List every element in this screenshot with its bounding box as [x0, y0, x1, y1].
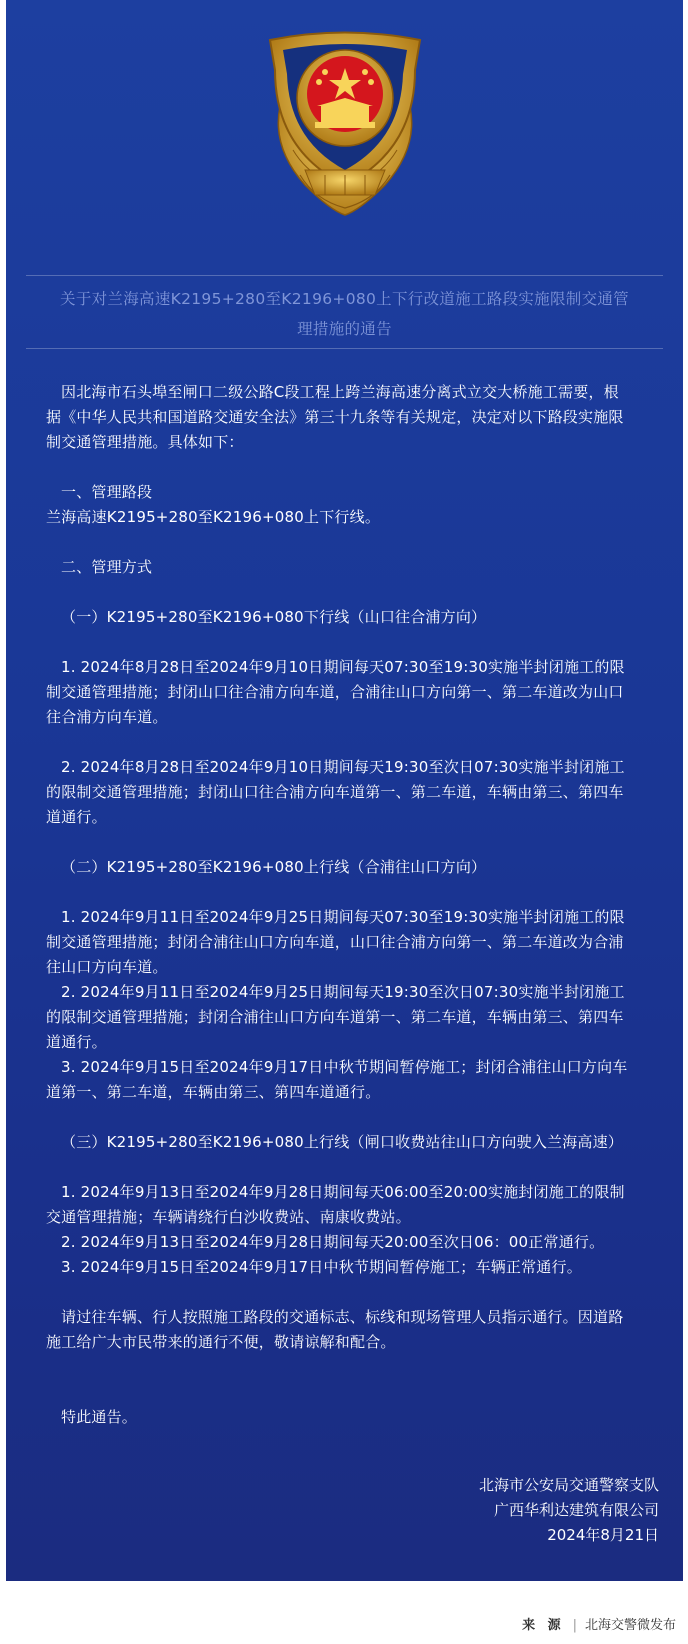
source-credit [522, 1614, 676, 1633]
source-name: 北海交警微发布 [584, 1618, 676, 1633]
sub-3-item-1: 1. 2024年9月13日至2024年9月28日期间每天06:00至20:00实施封闭施工的限制 交通管理措施；车辆请绕行白沙收费站、南康收费站。 [46, 1183, 625, 1226]
source-label: 来 源 [522, 1618, 565, 1633]
signature-date: 2024年8月21日 [547, 1526, 659, 1544]
sub-2-heading: （二）K2195+280至K2196+080上行线（合浦往山口方向） [61, 858, 487, 876]
signature-org-1: 北海市公安局交通警察支队 [478, 1476, 659, 1494]
section-1-heading: 一、管理路段 [61, 483, 153, 501]
title-line-2: 理措施的通告 [297, 320, 392, 338]
sub-1-heading: （一）K2195+280至K2196+080下行线（山口往合浦方向） [61, 608, 487, 626]
notice-panel [6, 0, 683, 1581]
source-separator: | [572, 1618, 577, 1633]
notice-ending: 特此通告。 [61, 1408, 138, 1426]
notice-title [26, 275, 663, 349]
section-1-text: 兰海高速K2195+280至K2196+080上下行线。 [46, 508, 381, 526]
police-emblem-icon [245, 10, 445, 240]
sub-2-item-2: 2. 2024年9月11日至2024年9月25日期间每天19:30至次日07:30实施半封闭施工 的限制交通管理措施；封闭合浦往山口方向车道第一、第二车道，车辆由第三、第四车 道通行。 [46, 983, 625, 1051]
sub-3-heading: （三）K2195+280至K2196+080上行线（闸口收费站往山口方向驶入兰海高速） [61, 1133, 624, 1151]
sub-3-item-3: 3. 2024年9月15日至2024年9月17日中秋节期间暂停施工；车辆正常通行。 [61, 1258, 582, 1276]
closing-paragraph: 请过往车辆、行人按照施工路段的交通标志、标线和现场管理人员指示通行。因道路 施工给广大市民带来的通行不便，敬请谅解和配合。 [46, 1308, 624, 1351]
title-line-1: 关于对兰海高速K2195+280至K2196+080上下行改道施工路段实施限制交通管 [60, 290, 629, 308]
section-2-heading: 二、管理方式 [61, 558, 153, 576]
sub-2-item-1: 1. 2024年9月11日至2024年9月25日期间每天07:30至19:30实施半封闭施工的限 制交通管理措施；封闭合浦往山口方向车道，山口往合浦方向第一、第二车道改为合浦 往山口方向车道。 [46, 908, 625, 976]
signature-org-2: 广西华利达建筑有限公司 [493, 1501, 659, 1519]
sub-1-item-2: 2. 2024年8月28日至2024年9月10日期间每天19:30至次日07:30实施半封闭施工 的限制交通管理措施；封闭山口往合浦方向车道第一、第二车道，车辆由第三、第四车 道通行。 [46, 758, 625, 826]
sub-3-item-2: 2. 2024年9月13日至2024年9月28日期间每天20:00至次日06：00正常通行。 [61, 1233, 605, 1251]
sub-2-item-3: 3. 2024年9月15日至2024年9月17日中秋节期间暂停施工；封闭合浦往山口方向车 道第一、第二车道，车辆由第三、第四车道通行。 [46, 1058, 628, 1101]
sub-1-item-1: 1. 2024年8月28日至2024年9月10日期间每天07:30至19:30实施半封闭施工的限 制交通管理措施；封闭山口往合浦方向车道，合浦往山口方向第一、第二车道改为山口 往合浦方向车道。 [46, 658, 625, 726]
intro-paragraph: 因北海市石头埠至闸口二级公路C段工程上跨兰海高速分离式立交大桥施工需要，根 据《中华人民共和国道路交通安全法》第三十九条等有关规定，决定对以下路段实施限 制交通管理措施。具体如下： [46, 383, 624, 451]
